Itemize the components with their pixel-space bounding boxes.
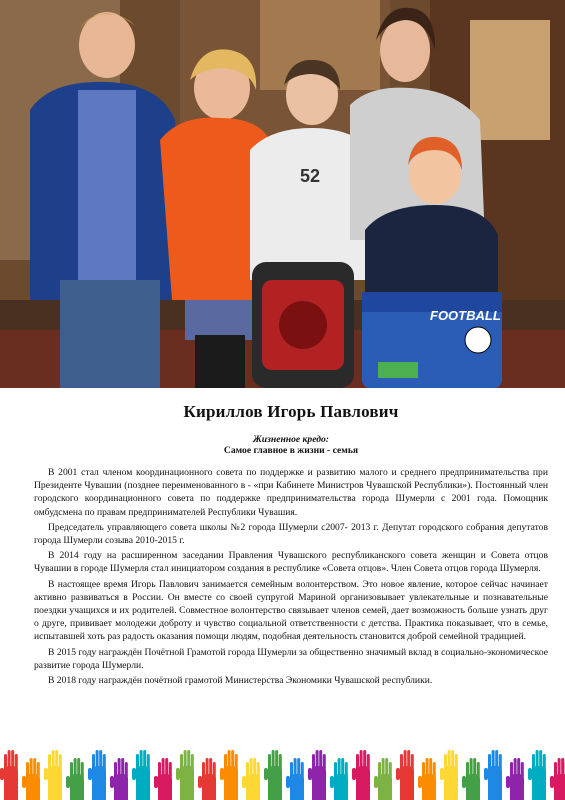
biography-section [34,402,548,689]
hand-icon [528,750,546,800]
bag-label: FOOTBALL [430,308,501,323]
credo-text: Самое главное в жизни - семья [223,445,359,456]
paragraph-3: В 2014 году на расширенном заседании Правления Чувашского республиканского совета женщин и Совета отцов Чувашии в городе Шумерля стал инициатором создания в республике «Совета отцов». Член Совета отцов города Шумерля. [34,550,548,575]
hand-icon [440,750,458,800]
hand-icon [88,750,106,800]
hand-icon [198,758,216,800]
hoodie-number: 52 [300,166,321,186]
hand-icon [22,758,40,800]
hands-banner [0,746,565,800]
hand-icon [264,750,282,800]
paragraph-6: В 2018 году награждён почётной грамотой Министерства Экономики Чувашской республики. [48,675,433,687]
hand-icon [418,758,436,800]
paragraph-5: В 2015 году награждён Почётной Грамотой города Шумерли за общественно значимый вклад в социально-экономическое развитие города Шумерли. [34,646,548,671]
hand-icon [374,758,392,800]
hand-icon [176,750,194,800]
hand-icon [330,758,348,800]
hand-icon [242,758,260,800]
hand-icon [66,758,84,800]
person-name: Кириллов Игорь Павлович [183,402,399,421]
hand-icon [44,750,62,800]
hand-icon [462,758,480,800]
family-photo-illustration [0,0,565,388]
hand-icon [154,758,172,800]
paragraph-1: В 2001 стал членом координационного совета по поддержке и развитию малого и среднего предпринимательства при Президенте Чувашии (позднее переименованного в - «при Кабинете Министров Чувашской Республики»). Постоянный член городского координационного совета по поддержке предпринимательства города Шумерли с 2001 года. Помощник омбудсмена по правам предпринимателей Республики Чувашия. [34,467,548,518]
hand-icon [286,758,304,800]
hand-icon [352,750,370,800]
hand-icon [220,750,238,800]
paragraph-2: Председатель управляющего совета школы №2 города Шумерли с2007- 2013 г. Депутат городского собрания депутатов города Шумерли созыва 2010-2015 г. [34,521,548,547]
hand-icon [132,750,150,800]
hand-icon [0,750,18,800]
paragraph-4: В настоящее время Игорь Павлович занимается семейным волонтерством. Это новое явление, которое сейчас начинает активно развиваться в России. Он вместе со своей супругой Мариной организовывает увлекательные и познавательные поездки учащихся и их родителей. Совместное волонтерство связывает членов семей, дает возможность больше узнать друг о друге, прививает молодежи доброту и чувство социальной ответственности с детства. Практика показывает, что в семье, испытавшей хоть раз радость оказания помощи людям, подобная деятельность становится доброй семейной традицией. [34,578,548,643]
hand-icon [110,758,128,800]
credo-label: Жизненное кредо: [252,434,329,445]
hand-icon [308,750,326,800]
hand-icon [506,758,524,800]
hand-icon [484,750,502,800]
hand-icon [550,758,565,800]
hand-icon [396,750,414,800]
family-photo [0,0,565,388]
hands-decoration-icon [0,746,565,800]
